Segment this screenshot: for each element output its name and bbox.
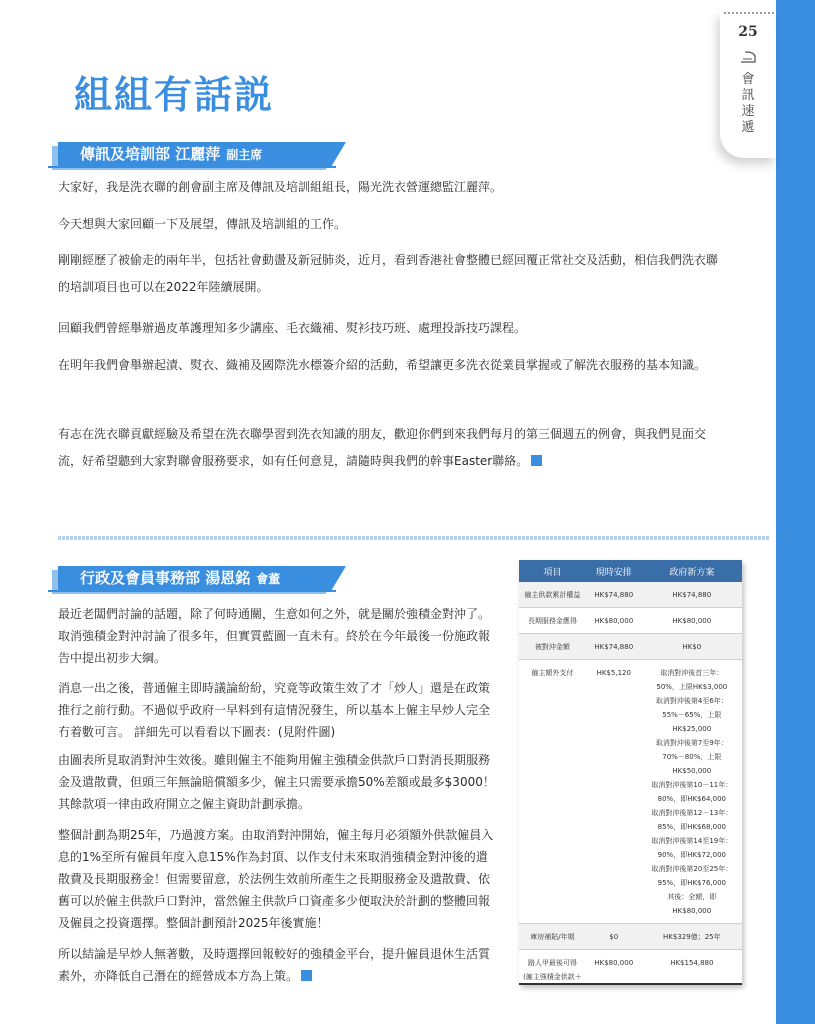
- cell-proposal: [642, 950, 742, 986]
- paragraph-text: 有志在洗衣聯貢獻經驗及希望在洗衣聯學習到洗衣知識的朋友，歡迎你們到來我們每月的第三個週五的例會，與我們見面交流，好希望聽到大家對聯會服務要求，如有任何意見，請隨時與我們的幹事Easter聯絡。: [58, 427, 707, 468]
- cell-current: HK$5,120: [586, 660, 642, 924]
- cell-proposal-line: HK$80,000: [672, 617, 712, 625]
- cell-proposal-line: 90%，即HK$72,000: [657, 851, 726, 859]
- cell-item-text: 被對沖金額: [534, 643, 570, 651]
- table-row: [519, 608, 742, 634]
- table-row: [519, 924, 742, 950]
- section-dept: 行政及會員事務部 湯恩銘: [80, 569, 251, 587]
- section-role: 會董: [256, 572, 281, 586]
- cell-current: HK$74,880: [586, 634, 642, 660]
- cell-proposal-line: HK$25,000: [672, 725, 712, 733]
- section-header-communications: [58, 142, 346, 166]
- cell-proposal-line: 55%－65%，上限: [662, 711, 722, 719]
- paragraph: 剛剛經歷了被偷走的兩年半，包括社會動盪及新冠肺炎，近月，看到香港社會整體已經回覆正常社交及活動，相信我們洗衣聯的培訓項目也可以在2022年陸續展開。: [58, 253, 719, 294]
- tab-dotted-edge: [724, 12, 774, 14]
- table-bottom-rule: [519, 983, 742, 985]
- cell-item-text: 路人甲最後可得: [527, 959, 577, 967]
- paragraph-with-end-mark: [58, 421, 728, 475]
- cell-proposal: [642, 608, 742, 634]
- mpf-comparison-table: [519, 560, 742, 985]
- cell-item: [519, 660, 586, 924]
- section-underline: [48, 166, 336, 168]
- paragraph: 在明年我們會舉辦起漬、熨衣、織補及國際洗水標簽介紹的活動，希望讓更多洗衣從業員掌握或了解洗衣服務的基本知識。: [58, 358, 707, 372]
- cell-item: [519, 582, 586, 608]
- cell-item: [519, 924, 586, 950]
- cell-proposal: [642, 634, 742, 660]
- cell-proposal-line: 80%，即HK$64,000: [657, 795, 726, 803]
- header-proposal: 政府新方案: [642, 560, 742, 582]
- header-current: 現時安排: [586, 560, 642, 582]
- section-header-text: [80, 142, 262, 166]
- table-row: [519, 660, 742, 924]
- cell-current: HK$80,000: [586, 950, 642, 986]
- table-row: [519, 950, 742, 986]
- cell-proposal-line: 其後：全額，即: [667, 893, 717, 901]
- section-dept: 傳訊及培訓部 江麗萍: [80, 145, 221, 163]
- iron-icon: [739, 50, 757, 64]
- paragraph: 最近老闆們討論的話題，除了何時通關，生意如何之外，就是關於強積金對沖了。取消強積金對沖討論了很多年，但實質藍圖一直未有。終於在今年最後一份施政報告中提出初步大綱。: [58, 607, 491, 665]
- header-item: 項目: [519, 560, 586, 582]
- cell-proposal: [642, 924, 742, 950]
- cell-proposal-line: 取消對沖後第14至19年：: [651, 837, 733, 845]
- cell-proposal-line: 取消對沖後第12－13年：: [651, 809, 733, 817]
- cell-proposal-line: 取消對沖後首三年：: [660, 669, 724, 677]
- table-row: [519, 634, 742, 660]
- table-header-row: [519, 560, 742, 582]
- table-row: [519, 582, 742, 608]
- paragraph: 回顧我們曾經舉辦過皮革護理知多少講座、毛衣織補、熨衫技巧班、處理投訴技巧課程。: [58, 321, 527, 335]
- cell-proposal-line: 取消對沖後第20至25年：: [651, 865, 733, 873]
- page-number: 25: [738, 24, 758, 40]
- paragraph: 大家好，我是洗衣聯的創會副主席及傳訊及培訓組組長，陽光洗衣營運總監江麗萍。: [58, 180, 503, 194]
- end-square-icon: [531, 455, 542, 466]
- cell-proposal-line: HK$0: [682, 643, 702, 651]
- cell-item-text: 庫房補貼/年期: [530, 933, 575, 941]
- paragraph-with-end-mark: [58, 943, 498, 987]
- cell-item: [519, 608, 586, 634]
- paragraph: 由圖表所見取消對沖生效後。雖則僱主不能夠用僱主強積金供款戶口對消長期服務金及遣散費，但頭三年無論賠償額多少，僱主只需要承擔50%差額或最多$3000！其餘款項一律由政府開立之僱主資助計劃承擔。: [58, 753, 495, 811]
- cell-proposal-line: 70%－80%，上限: [662, 753, 722, 761]
- cell-current: HK$80,000: [586, 608, 642, 634]
- cell-item: [519, 634, 586, 660]
- comparison-table: [519, 560, 742, 985]
- cell-proposal-line: 85%，即HK$68,000: [657, 823, 726, 831]
- paragraph: 今天想與大家回顧一下及展望，傳訊及培訓組的工作。: [58, 217, 347, 231]
- cell-proposal-line: 取消對沖後第4至6年：: [655, 697, 728, 705]
- cell-proposal-line: 取消對沖後第7至9年：: [655, 739, 728, 747]
- cell-current: $0: [586, 924, 642, 950]
- section-divider: [58, 536, 770, 540]
- cell-proposal-line: HK$80,000: [672, 907, 712, 915]
- cell-proposal-line: 取消對沖後第10－11年：: [651, 781, 733, 789]
- cell-proposal: [642, 582, 742, 608]
- tab-label: 會訊速遞: [741, 72, 755, 135]
- cell-proposal-line: HK$74,880: [672, 591, 712, 599]
- cell-item-extra: (僱主強積金供款＋: [523, 973, 582, 981]
- page-title: 組組有話説: [74, 73, 275, 117]
- cell-item-text: 僱主供款累計權益: [524, 591, 581, 599]
- section-header-admin: [58, 566, 346, 590]
- cell-item: [519, 950, 586, 986]
- end-square-icon: [301, 970, 312, 981]
- paragraph: 消息一出之後，普通僱主即時議論紛紛，究竟等政策生效了才「炒人」還是在政策推行之前行動。不過似乎政府一早料到有這情況發生，所以基本上僱主早炒人完全冇着數可言。 詳細先可以看看以下圖表：(見附件圖): [58, 681, 491, 739]
- cell-item-text: 僱主額外支付: [531, 669, 574, 677]
- page-tab: [720, 12, 776, 158]
- cell-proposal-line: HK$154,880: [670, 959, 714, 967]
- cell-proposal: [642, 660, 742, 924]
- cell-current: HK$74,880: [586, 582, 642, 608]
- section-role: 副主席: [226, 148, 263, 162]
- section-underline: [48, 590, 336, 592]
- cell-proposal-line: HK$50,000: [672, 767, 712, 775]
- cell-proposal-line: 50%，上限HK$3,000: [656, 683, 728, 691]
- cell-proposal-line: HK$329億；25年: [663, 933, 721, 941]
- paragraph-text: 所以結論是早炒人無著數，及時選擇回報較好的強積金平台，提升僱員退休生活質素外，亦降低自己潛在的經營成本方為上策。: [58, 947, 491, 983]
- right-accent-bar: [776, 0, 815, 1024]
- cell-proposal-line: 95%，即HK$76,000: [657, 879, 726, 887]
- section-header-text: [80, 566, 280, 590]
- cell-item-text: 長期服務金應得: [527, 617, 577, 625]
- paragraph: 整個計劃為期25年，乃過渡方案。由取消對沖開始，僱主每月必須額外供款僱員入息的1%至所有僱員年度入息15%作為封頂、以作支付未來取消強積金對沖後的遣散費及長期服務金！但需要留意，於法例生效前所產生之長期服務金及遣散費、依舊可以於僱主供款戶口對沖，當然僱主供款戶口資產多少便取決於計劃的整體回報及僱員之投資選擇。整個計劃預計2025年後實施！: [58, 828, 494, 930]
